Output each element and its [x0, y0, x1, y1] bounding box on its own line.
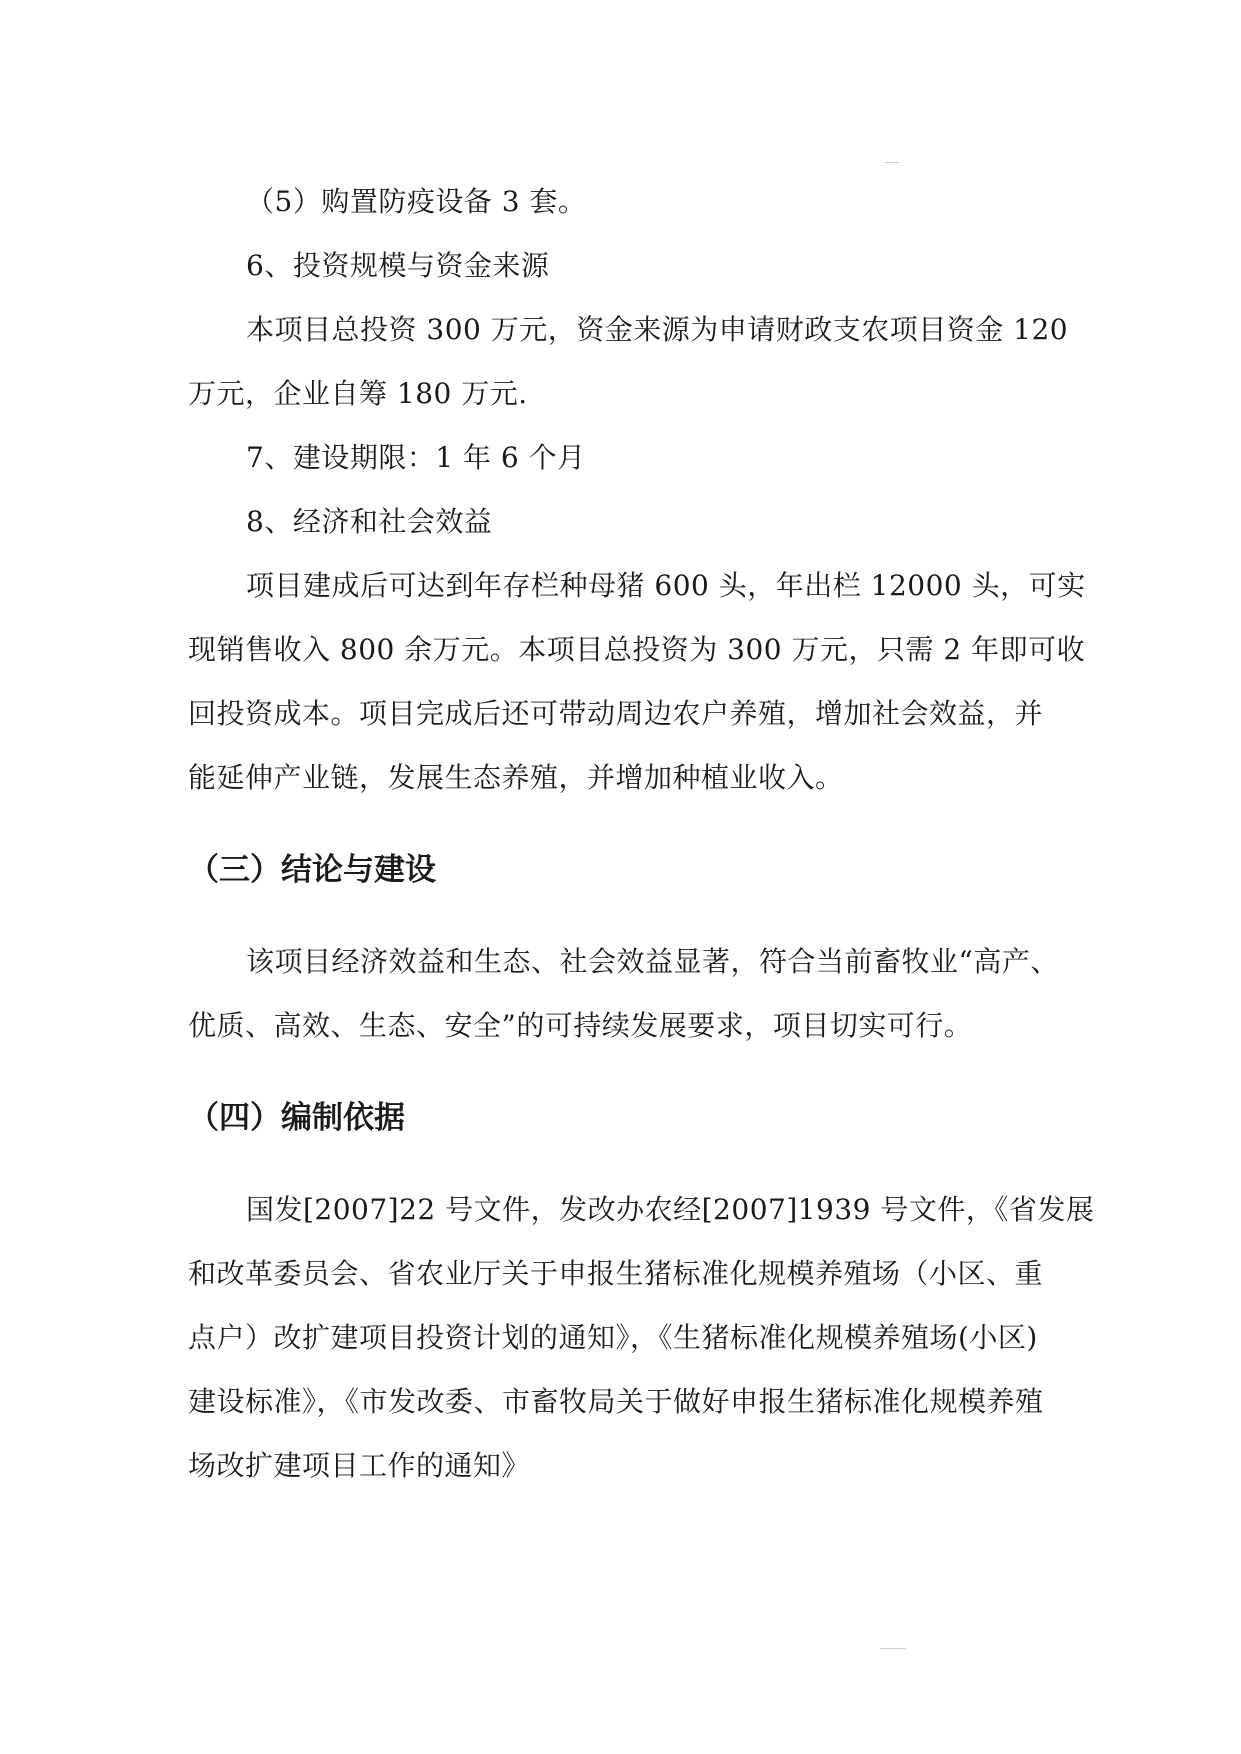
- item-8-body-line: 现销售收入 800 余万元。本项目总投资为 300 万元，只需 2 年即可收: [188, 633, 1086, 666]
- item-8-body-line: 回投资成本。项目完成后还可带动周边农户养殖，增加社会效益，并: [188, 697, 1044, 730]
- item-8-title: 8、经济和社会效益: [246, 505, 493, 538]
- section-3-heading: （三）结论与建设: [188, 852, 436, 888]
- item-8-body-line: 项目建成后可达到年存栏种母猪 600 头，年出栏 12000 头，可实: [246, 569, 1086, 602]
- item-6-title: 6、投资规模与资金来源: [246, 249, 550, 282]
- item-7: 7、建设期限：1 年 6 个月: [246, 441, 586, 474]
- section-4-body-line: 点户）改扩建项目投资计划的通知》，《生猪标准化规模养殖场(小区): [188, 1321, 1038, 1354]
- section-4-body-line: 建设标准》，《市发改委、市畜牧局关于做好申报生猪标准化规模养殖: [188, 1385, 1044, 1418]
- section-4-body-line: 和改革委员会、省农业厅关于申报生猪标准化规模养殖场（小区、重: [188, 1257, 1044, 1290]
- section-4-heading: （四）编制依据: [188, 1100, 405, 1136]
- item-5: （5）购置防疫设备 3 套。: [246, 185, 587, 218]
- section-4-body-line: 场改扩建项目工作的通知》: [188, 1449, 531, 1482]
- section-3-body-line: 该项目经济效益和生态、社会效益显著，符合当前畜牧业“高产、: [246, 945, 1059, 978]
- section-4-body-line: 国发[2007]22 号文件，发改办农经[2007]1939 号文件，《省发展: [246, 1193, 1095, 1226]
- item-8-body-line: 能延伸产业链，发展生态养殖，并增加种植业收入。: [188, 761, 844, 794]
- scan-mark: [884, 162, 900, 163]
- item-6-body-line: 本项目总投资 300 万元，资金来源为申请财政支农项目资金 120: [246, 313, 1069, 346]
- scan-mark: [880, 1648, 906, 1649]
- item-6-body-line: 万元，企业自筹 180 万元.: [188, 377, 528, 410]
- section-3-body-line: 优质、高效、生态、安全”的可持续发展要求，项目切实可行。: [188, 1009, 973, 1042]
